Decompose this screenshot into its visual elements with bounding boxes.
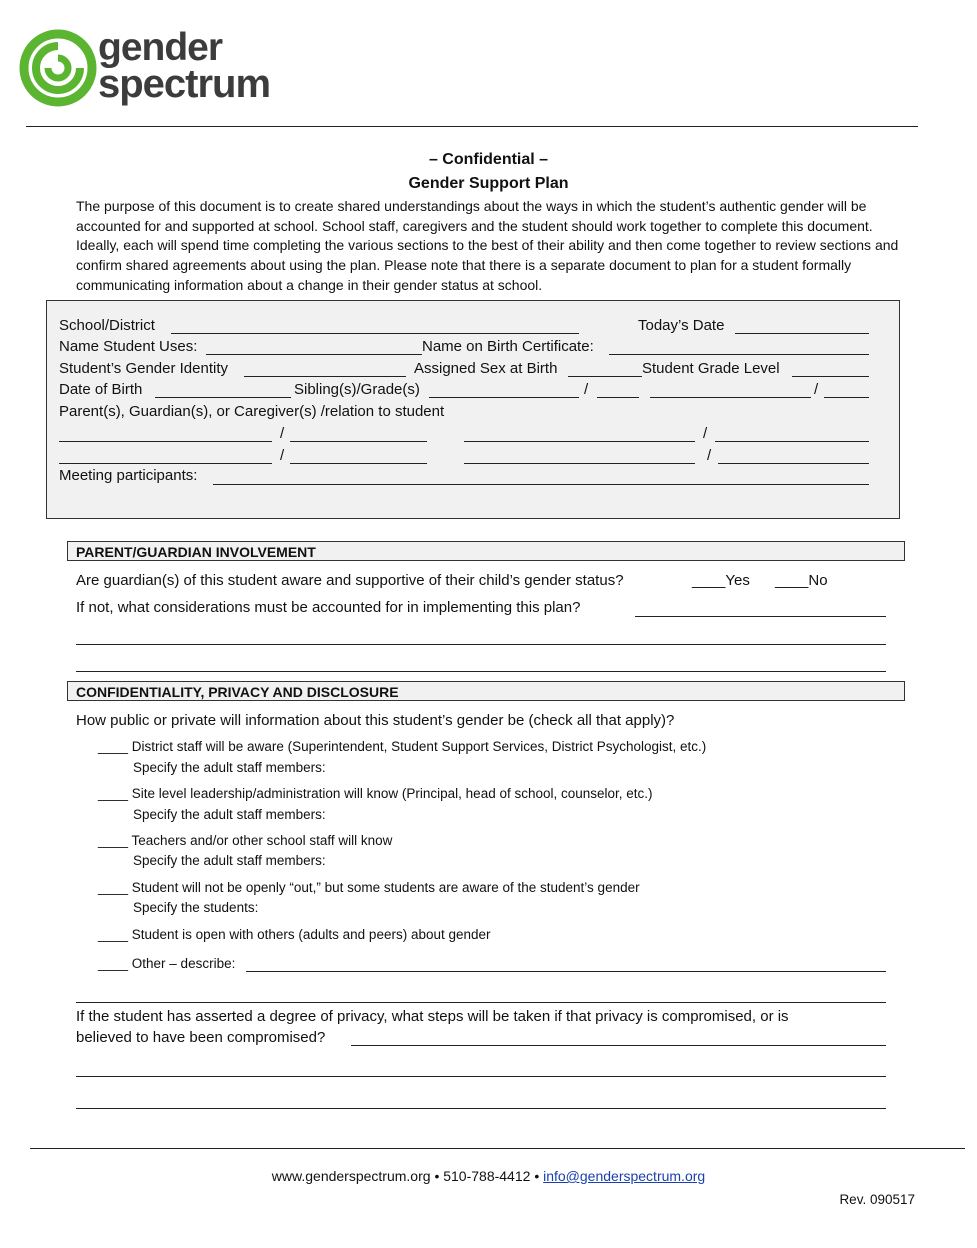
parent-name-field-1[interactable]: [59, 441, 272, 442]
privacy-question: How public or private will information about this student’s gender be (check all that apply)?: [76, 712, 675, 729]
student-info-box: [46, 300, 900, 519]
sibling-slash-1: /: [584, 381, 589, 398]
parent-slash-4: /: [707, 447, 712, 464]
assigned-sex-label: Assigned Sex at Birth: [414, 360, 558, 377]
parents-label: Parent(s), Guardian(s), or Caregiver(s) /relation to student: [59, 403, 445, 420]
guardian-no-option[interactable]: ____No: [775, 572, 828, 589]
siblings-label: Sibling(s)/Grade(s): [294, 381, 420, 398]
parent-relation-field-4[interactable]: [718, 463, 869, 464]
option-site-leadership-specify: Specify the adult staff members:: [133, 807, 326, 822]
sibling-name-field-2[interactable]: [650, 397, 811, 398]
birth-name-label: Name on Birth Certificate:: [422, 338, 594, 355]
header-divider: [26, 126, 918, 127]
privacy-compromised-question-1: If the student has asserted a degree of privacy, what steps will be taken if that privacy is compromised, or is: [76, 1008, 789, 1025]
footer-website[interactable]: www.genderspectrum.org: [271, 1168, 431, 1184]
sibling-grade-field-2[interactable]: [824, 397, 869, 398]
considerations-field-3[interactable]: [76, 671, 886, 672]
considerations-question: If not, what considerations must be accounted for in implementing this plan?: [76, 599, 581, 616]
parent-slash-1: /: [280, 425, 285, 442]
sibling-name-field-1[interactable]: [429, 397, 579, 398]
date-of-birth-field[interactable]: [155, 397, 291, 398]
guardian-yes-option[interactable]: ____Yes: [692, 572, 750, 589]
intro-paragraph: The purpose of this document is to create shared understandings about the ways in which the student’s authentic gender will be accounted for and supported at school. School staff, caregivers and the student should work together to complete this document. Ideally, each will spend time completing the various sections to the best of their ability and then come together to review sections and confirm shared agreements about using the plan. Please note that there is a separate document to plan for a student formally communicating information about a change in their gender status at school.: [76, 198, 899, 293]
footer-email-link[interactable]: info@genderspectrum.org: [543, 1168, 706, 1184]
birth-name-field[interactable]: [609, 354, 869, 355]
name-student-uses-label: Name Student Uses:: [59, 338, 198, 355]
parent-name-field-3[interactable]: [59, 463, 272, 464]
footer-phone: 510-788-4412: [443, 1168, 531, 1184]
parent-slash-2: /: [703, 425, 708, 442]
grade-level-field[interactable]: [792, 376, 869, 377]
sibling-grade-field-1[interactable]: [597, 397, 639, 398]
option-teachers-specify: Specify the adult staff members:: [133, 853, 326, 868]
privacy-steps-field-3[interactable]: [76, 1108, 886, 1109]
sibling-slash-2: /: [814, 381, 819, 398]
option-site-leadership[interactable]: ____ Site level leadership/administration will know (Principal, head of school, counselor, etc.): [98, 786, 653, 801]
gender-identity-field[interactable]: [244, 376, 406, 377]
school-district-field[interactable]: [171, 333, 579, 334]
option-other[interactable]: ____ Other – describe:: [98, 956, 236, 971]
parent-relation-field-1[interactable]: [290, 441, 427, 442]
school-district-label: School/District: [59, 317, 155, 334]
parent-relation-field-2[interactable]: [715, 441, 869, 442]
todays-date-label: Today’s Date: [638, 317, 725, 334]
parent-name-field-4[interactable]: [464, 463, 695, 464]
considerations-field-2[interactable]: [76, 644, 886, 645]
page-title: Gender Support Plan: [408, 175, 569, 192]
name-student-uses-field[interactable]: [206, 354, 422, 355]
other-describe-field-2[interactable]: [76, 1002, 886, 1003]
logo-word-spectrum: spectrum: [98, 62, 271, 106]
privacy-steps-field-1[interactable]: [351, 1045, 886, 1046]
assigned-sex-field[interactable]: [568, 376, 642, 377]
option-teachers[interactable]: ____ Teachers and/or other school staff will know: [98, 833, 393, 848]
option-district-staff-specify: Specify the adult staff members:: [133, 760, 326, 775]
meeting-participants-field[interactable]: [213, 484, 869, 485]
parent-slash-3: /: [280, 447, 285, 464]
logo-word-gender: gender: [98, 26, 223, 69]
footer-contact: [0, 1168, 977, 1184]
confidential-label: – Confidential –: [428, 151, 549, 168]
footer-separator-1: •: [434, 1168, 440, 1184]
parent-relation-field-3[interactable]: [290, 463, 427, 464]
meeting-participants-label: Meeting participants:: [59, 467, 198, 484]
todays-date-field[interactable]: [735, 333, 869, 334]
option-open[interactable]: ____ Student is open with others (adults and peers) about gender: [98, 927, 491, 942]
privacy-compromised-question-2: believed to have been compromised?: [76, 1029, 326, 1046]
footer-divider: [30, 1148, 965, 1149]
confidentiality-heading: CONFIDENTIALITY, PRIVACY AND DISCLOSURE: [67, 681, 905, 701]
guardian-aware-question: Are guardian(s) of this student aware and supportive of their child’s gender status?: [76, 572, 624, 589]
option-not-out-specify: Specify the students:: [133, 900, 259, 915]
gender-identity-label: Student’s Gender Identity: [59, 360, 228, 377]
other-describe-field-1[interactable]: [246, 971, 886, 972]
revision-number: Rev. 090517: [839, 1192, 915, 1207]
date-of-birth-label: Date of Birth: [59, 381, 143, 398]
gender-spectrum-logo-icon: [18, 28, 98, 108]
footer-separator-2: •: [534, 1168, 540, 1184]
privacy-steps-field-2[interactable]: [76, 1076, 886, 1077]
considerations-field-1[interactable]: [635, 616, 886, 617]
parent-name-field-2[interactable]: [464, 441, 695, 442]
option-district-staff[interactable]: ____ District staff will be aware (Superintendent, Student Support Services, District Psychologist, etc.): [98, 739, 707, 754]
parent-involvement-heading: PARENT/GUARDIAN INVOLVEMENT: [67, 541, 905, 561]
option-not-out[interactable]: ____ Student will not be openly “out,” but some students are aware of the student’s gender: [98, 880, 640, 895]
grade-level-label: Student Grade Level: [642, 360, 780, 377]
